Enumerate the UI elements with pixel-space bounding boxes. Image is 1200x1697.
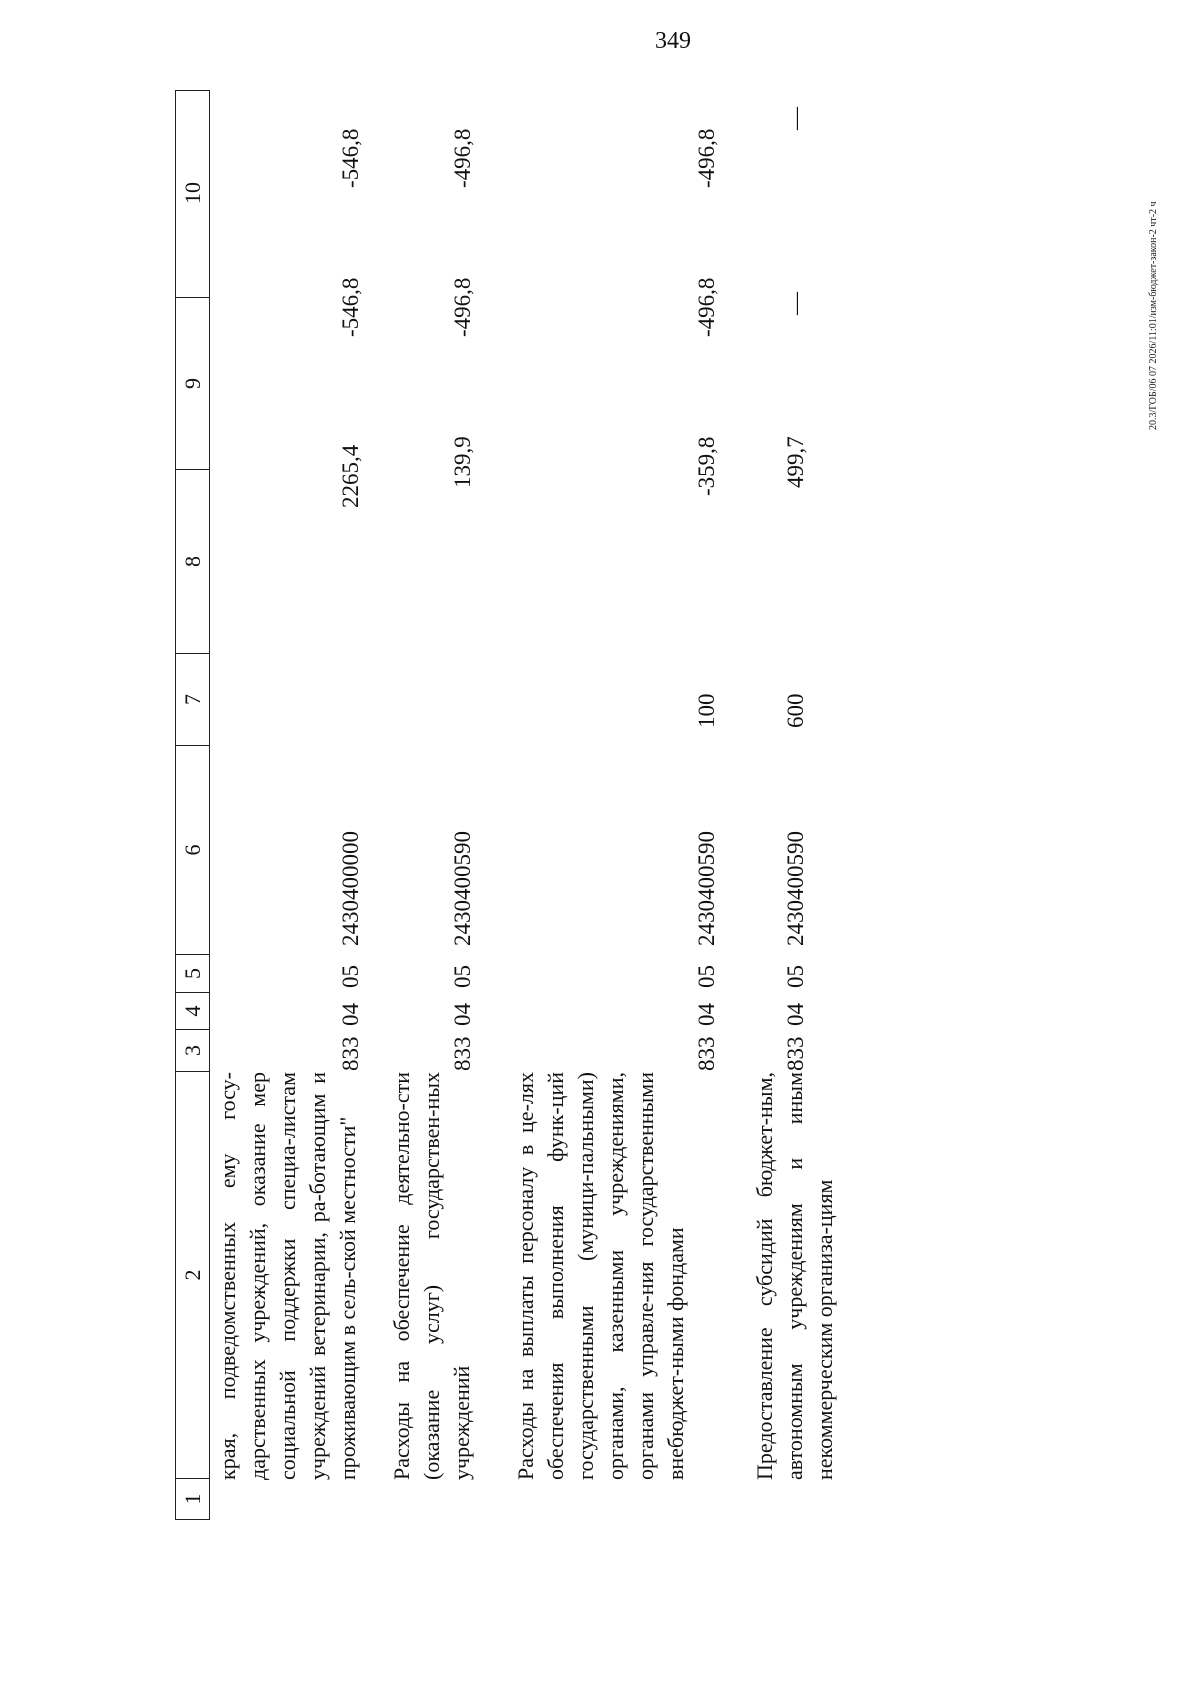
cell-col-8: 139,9 [450, 436, 475, 488]
table-row [750, 90, 850, 1520]
rotated-budget-table [175, 90, 837, 1520]
header-col-5: 5 [176, 955, 209, 993]
cell-col-3: 833 [694, 1036, 719, 1071]
header-col-9: 9 [176, 298, 209, 470]
cell-col-10: -546,8 [338, 128, 363, 188]
row-description: Предоставление субсидий бюджет-ным, автономным учреждениям и иным некоммерческим организа-циям [752, 1072, 837, 1480]
cell-col-8: 499,7 [783, 436, 808, 488]
cell-col-6: 2430400590 [450, 831, 475, 946]
cell-col-7: 600 [783, 693, 808, 728]
header-col-10: 10 [176, 89, 209, 298]
cell-col-10: -496,8 [450, 128, 475, 188]
row-description: Расходы на выплаты персоналу в це-лях обеспечения выполнения функ-ций государственными (муници-пальными) органами, казенными учреждениями, органами управле-ния государственными внебюджет-ными фондами [513, 1072, 688, 1480]
table-row [511, 90, 726, 1520]
table-row [387, 90, 487, 1520]
cell-col-3: 833 [450, 1036, 475, 1071]
cell-col-5: 05 [694, 965, 719, 988]
cell-col-6: 2430400590 [694, 831, 719, 946]
table-header-row [175, 90, 210, 1520]
cell-col-8: 2265,4 [338, 444, 363, 508]
header-col-7: 7 [176, 654, 209, 746]
cell-col-6: 2430400590 [783, 831, 808, 946]
cell-col-4: 04 [694, 1003, 719, 1026]
document-footer-code: 20.3/ГОБ/06 07 2026/11:01/изм-бюджет-закон-2 чт-2 ч [1148, 201, 1159, 430]
cell-col-10: — [783, 107, 808, 130]
cell-col-5: 05 [450, 965, 475, 988]
row-description: Расходы на обеспечение деятельно-сти (оказание услуг) государствен-ных учреждений [389, 1072, 474, 1480]
header-col-2: 2 [176, 1072, 209, 1479]
cell-col-7: 100 [694, 693, 719, 728]
cell-col-5: 05 [783, 965, 808, 988]
header-col-1: 1 [180, 1493, 205, 1505]
header-col-6: 6 [176, 746, 209, 955]
cell-col-3: 833 [338, 1036, 363, 1071]
cell-col-9: -496,8 [694, 277, 719, 337]
header-col-8: 8 [176, 470, 209, 654]
header-col-3: 3 [176, 1030, 209, 1072]
cell-col-4: 04 [450, 1003, 475, 1026]
cell-col-9: -496,8 [450, 277, 475, 337]
cell-col-3: 833 [783, 1036, 808, 1071]
cell-col-5: 05 [338, 965, 363, 988]
row-description: края, подведомственных ему госу-дарственных учреждений, оказание мер социальной поддержки специа-листам учреждений ветеринарии, ра-ботающим и проживающим в сель-ской местности" [215, 1072, 360, 1480]
cell-col-10: -496,8 [694, 128, 719, 188]
page-number: 349 [655, 28, 691, 54]
header-col-4: 4 [176, 993, 209, 1030]
cell-col-4: 04 [338, 1003, 363, 1026]
cell-col-6: 2430400000 [338, 831, 363, 946]
cell-col-9: — [783, 292, 808, 315]
cell-col-9: -546,8 [338, 277, 363, 337]
table-row [213, 90, 363, 1520]
cell-col-4: 04 [783, 1003, 808, 1026]
cell-col-8: -359,8 [694, 436, 719, 496]
